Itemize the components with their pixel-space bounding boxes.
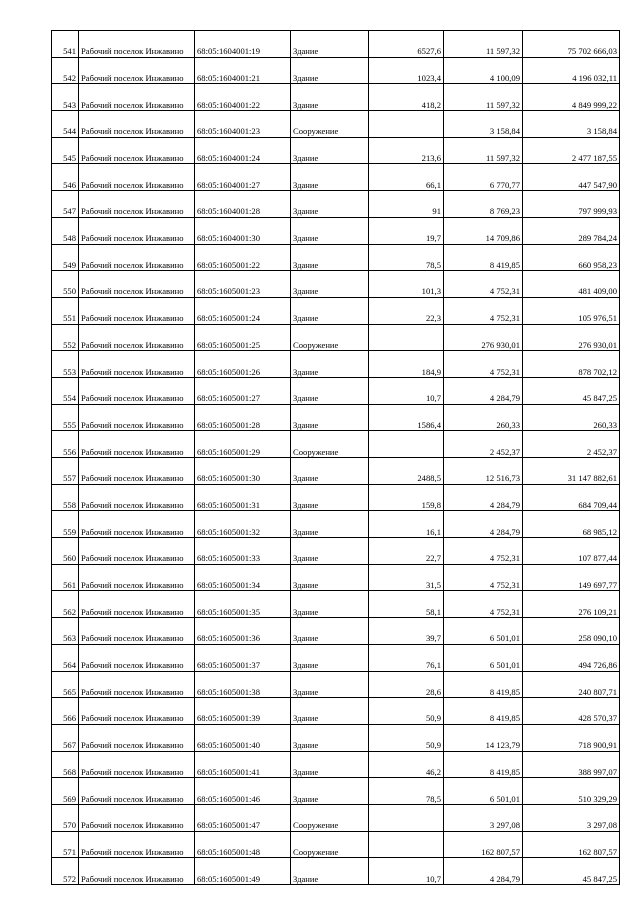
location-cell: Рабочий поселок Инжавино <box>79 191 195 218</box>
object-type-cell: Здание <box>291 244 369 271</box>
cadastral-value-cell: 878 702,12 <box>523 351 620 378</box>
location-cell: Рабочий поселок Инжавино <box>79 751 195 778</box>
row-number: 555 <box>52 404 79 431</box>
table-row <box>52 377 620 404</box>
cadastral-number-cell: 68:05:1605001:40 <box>195 724 291 751</box>
area-cell: 6527,6 <box>369 31 444 58</box>
specific-value-cell: 4 752,31 <box>444 271 523 298</box>
specific-value-cell: 11 597,32 <box>444 31 523 58</box>
location-cell: Рабочий поселок Инжавино <box>79 137 195 164</box>
specific-value-cell: 12 516,73 <box>444 458 523 485</box>
cadastral-value-cell: 276 109,21 <box>523 591 620 618</box>
location-cell: Рабочий поселок Инжавино <box>79 458 195 485</box>
area-cell <box>369 111 444 138</box>
row-number: 545 <box>52 137 79 164</box>
area-cell: 66,1 <box>369 164 444 191</box>
cadastral-value-cell: 388 997,07 <box>523 751 620 778</box>
location-cell: Рабочий поселок Инжавино <box>79 324 195 351</box>
object-type-cell: Сооружение <box>291 111 369 138</box>
object-type-cell: Здание <box>291 538 369 565</box>
cadastral-number-cell: 68:05:1605001:31 <box>195 484 291 511</box>
location-cell: Рабочий поселок Инжавино <box>79 671 195 698</box>
area-cell: 22,7 <box>369 538 444 565</box>
object-type-cell: Здание <box>291 164 369 191</box>
row-number: 565 <box>52 671 79 698</box>
specific-value-cell: 8 419,85 <box>444 751 523 778</box>
specific-value-cell: 4 752,31 <box>444 564 523 591</box>
cadastral-value-cell: 447 547,90 <box>523 164 620 191</box>
specific-value-cell: 4 752,31 <box>444 538 523 565</box>
location-cell: Рабочий поселок Инжавино <box>79 297 195 324</box>
location-cell: Рабочий поселок Инжавино <box>79 618 195 645</box>
cadastral-number-cell: 68:05:1605001:48 <box>195 831 291 858</box>
cadastral-value-cell: 3 297,08 <box>523 804 620 831</box>
row-number: 556 <box>52 431 79 458</box>
cadastral-number-cell: 68:05:1604001:24 <box>195 137 291 164</box>
location-cell: Рабочий поселок Инжавино <box>79 698 195 725</box>
row-number: 550 <box>52 271 79 298</box>
area-cell: 16,1 <box>369 511 444 538</box>
cadastral-value-cell: 2 477 187,55 <box>523 137 620 164</box>
location-cell: Рабочий поселок Инжавино <box>79 271 195 298</box>
specific-value-cell: 14 123,79 <box>444 724 523 751</box>
area-cell <box>369 831 444 858</box>
cadastral-value-cell: 4 849 999,22 <box>523 84 620 111</box>
cadastral-number-cell: 68:05:1605001:30 <box>195 458 291 485</box>
specific-value-cell: 276 930,01 <box>444 324 523 351</box>
cadastral-number-cell: 68:05:1605001:37 <box>195 644 291 671</box>
specific-value-cell: 4 284,79 <box>444 484 523 511</box>
object-type-cell: Здание <box>291 858 369 885</box>
specific-value-cell: 8 419,85 <box>444 698 523 725</box>
table-row <box>52 724 620 751</box>
specific-value-cell: 4 284,79 <box>444 377 523 404</box>
table-row <box>52 751 620 778</box>
area-cell: 50,9 <box>369 698 444 725</box>
specific-value-cell: 6 501,01 <box>444 618 523 645</box>
area-cell: 1586,4 <box>369 404 444 431</box>
specific-value-cell: 6 770,77 <box>444 164 523 191</box>
cadastral-number-cell: 68:05:1605001:49 <box>195 858 291 885</box>
table-row <box>52 431 620 458</box>
area-cell: 50,9 <box>369 724 444 751</box>
object-type-cell: Здание <box>291 751 369 778</box>
specific-value-cell: 14 709,86 <box>444 217 523 244</box>
cadastral-number-cell: 68:05:1604001:27 <box>195 164 291 191</box>
area-cell: 76,1 <box>369 644 444 671</box>
table-row <box>52 191 620 218</box>
row-number: 543 <box>52 84 79 111</box>
location-cell: Рабочий поселок Инжавино <box>79 724 195 751</box>
area-cell: 1023,4 <box>369 57 444 84</box>
row-number: 551 <box>52 297 79 324</box>
table-row <box>52 484 620 511</box>
cadastral-number-cell: 68:05:1605001:23 <box>195 271 291 298</box>
table-row <box>52 644 620 671</box>
area-cell <box>369 804 444 831</box>
object-type-cell: Здание <box>291 511 369 538</box>
table-row <box>52 324 620 351</box>
object-type-cell: Здание <box>291 698 369 725</box>
cadastral-number-cell: 68:05:1605001:47 <box>195 804 291 831</box>
specific-value-cell: 4 752,31 <box>444 351 523 378</box>
table-row <box>52 511 620 538</box>
cadastral-number-cell: 68:05:1605001:28 <box>195 404 291 431</box>
cadastral-value-cell: 428 570,37 <box>523 698 620 725</box>
location-cell: Рабочий поселок Инжавино <box>79 404 195 431</box>
cadastral-value-cell: 31 147 882,61 <box>523 458 620 485</box>
cadastral-number-cell: 68:05:1605001:46 <box>195 778 291 805</box>
object-type-cell: Здание <box>291 137 369 164</box>
table-row <box>52 57 620 84</box>
area-cell: 78,5 <box>369 244 444 271</box>
row-number: 570 <box>52 804 79 831</box>
row-number: 553 <box>52 351 79 378</box>
row-number: 554 <box>52 377 79 404</box>
cadastral-value-cell: 276 930,01 <box>523 324 620 351</box>
cadastral-value-cell: 289 784,24 <box>523 217 620 244</box>
area-cell: 78,5 <box>369 778 444 805</box>
table-row <box>52 591 620 618</box>
area-cell: 10,7 <box>369 858 444 885</box>
specific-value-cell: 3 158,84 <box>444 111 523 138</box>
cadastral-number-cell: 68:05:1605001:36 <box>195 618 291 645</box>
area-cell <box>369 431 444 458</box>
cadastral-number-cell: 68:05:1605001:35 <box>195 591 291 618</box>
cadastral-value-cell: 481 409,00 <box>523 271 620 298</box>
area-cell: 31,5 <box>369 564 444 591</box>
cadastral-value-cell: 260,33 <box>523 404 620 431</box>
cadastral-number-cell: 68:05:1605001:26 <box>195 351 291 378</box>
location-cell: Рабочий поселок Инжавино <box>79 244 195 271</box>
cadastral-value-cell: 2 452,37 <box>523 431 620 458</box>
cadastral-number-cell: 68:05:1605001:41 <box>195 751 291 778</box>
object-type-cell: Здание <box>291 724 369 751</box>
table-row <box>52 538 620 565</box>
table-row <box>52 618 620 645</box>
location-cell: Рабочий поселок Инжавино <box>79 57 195 84</box>
object-type-cell: Здание <box>291 271 369 298</box>
location-cell: Рабочий поселок Инжавино <box>79 217 195 244</box>
object-type-cell: Здание <box>291 217 369 244</box>
specific-value-cell: 4 284,79 <box>444 858 523 885</box>
object-type-cell: Сооружение <box>291 324 369 351</box>
location-cell: Рабочий поселок Инжавино <box>79 778 195 805</box>
row-number: 541 <box>52 31 79 58</box>
object-type-cell: Здание <box>291 57 369 84</box>
cadastral-value-cell: 797 999,93 <box>523 191 620 218</box>
location-cell: Рабочий поселок Инжавино <box>79 164 195 191</box>
cadastral-value-cell: 45 847,25 <box>523 858 620 885</box>
table-row <box>52 31 620 58</box>
area-cell: 10,7 <box>369 377 444 404</box>
location-cell: Рабочий поселок Инжавино <box>79 31 195 58</box>
table-row <box>52 84 620 111</box>
cadastral-value-cell: 75 702 666,03 <box>523 31 620 58</box>
specific-value-cell: 4 100,09 <box>444 57 523 84</box>
specific-value-cell: 162 807,57 <box>444 831 523 858</box>
table-row <box>52 297 620 324</box>
row-number: 563 <box>52 618 79 645</box>
row-number: 552 <box>52 324 79 351</box>
cadastral-number-cell: 68:05:1605001:39 <box>195 698 291 725</box>
location-cell: Рабочий поселок Инжавино <box>79 564 195 591</box>
row-number: 567 <box>52 724 79 751</box>
row-number: 548 <box>52 217 79 244</box>
cadastral-number-cell: 68:05:1605001:22 <box>195 244 291 271</box>
specific-value-cell: 6 501,01 <box>444 778 523 805</box>
location-cell: Рабочий поселок Инжавино <box>79 804 195 831</box>
location-cell: Рабочий поселок Инжавино <box>79 431 195 458</box>
table-row <box>52 671 620 698</box>
cadastral-value-cell: 45 847,25 <box>523 377 620 404</box>
specific-value-cell: 4 752,31 <box>444 591 523 618</box>
cadastral-number-cell: 68:05:1605001:27 <box>195 377 291 404</box>
object-type-cell: Здание <box>291 564 369 591</box>
table-row <box>52 458 620 485</box>
area-cell <box>369 324 444 351</box>
object-type-cell: Здание <box>291 31 369 58</box>
area-cell: 91 <box>369 191 444 218</box>
specific-value-cell: 6 501,01 <box>444 644 523 671</box>
row-number: 571 <box>52 831 79 858</box>
cadastral-value-cell: 3 158,84 <box>523 111 620 138</box>
object-type-cell: Здание <box>291 377 369 404</box>
area-cell: 22,3 <box>369 297 444 324</box>
table-row <box>52 778 620 805</box>
cadastral-number-cell: 68:05:1605001:25 <box>195 324 291 351</box>
row-number: 549 <box>52 244 79 271</box>
object-type-cell: Здание <box>291 297 369 324</box>
row-number: 557 <box>52 458 79 485</box>
cadastral-value-cell: 258 090,10 <box>523 618 620 645</box>
row-number: 561 <box>52 564 79 591</box>
table-row <box>52 404 620 431</box>
table-row <box>52 831 620 858</box>
cadastral-value-cell: 68 985,12 <box>523 511 620 538</box>
table-row <box>52 244 620 271</box>
table-row <box>52 217 620 244</box>
area-cell: 101,3 <box>369 271 444 298</box>
cadastral-number-cell: 68:05:1605001:24 <box>195 297 291 324</box>
object-type-cell: Здание <box>291 644 369 671</box>
area-cell: 2488,5 <box>369 458 444 485</box>
object-type-cell: Здание <box>291 671 369 698</box>
cadastral-number-cell: 68:05:1604001:30 <box>195 217 291 244</box>
row-number: 564 <box>52 644 79 671</box>
table-row <box>52 271 620 298</box>
specific-value-cell: 8 419,85 <box>444 244 523 271</box>
specific-value-cell: 8 419,85 <box>444 671 523 698</box>
location-cell: Рабочий поселок Инжавино <box>79 351 195 378</box>
object-type-cell: Здание <box>291 778 369 805</box>
cadastral-value-cell: 718 900,91 <box>523 724 620 751</box>
specific-value-cell: 4 752,31 <box>444 297 523 324</box>
table-row <box>52 111 620 138</box>
cadastral-number-cell: 68:05:1605001:34 <box>195 564 291 591</box>
area-cell: 19,7 <box>369 217 444 244</box>
object-type-cell: Здание <box>291 84 369 111</box>
specific-value-cell: 8 769,23 <box>444 191 523 218</box>
specific-value-cell: 260,33 <box>444 404 523 431</box>
row-number: 560 <box>52 538 79 565</box>
table-row <box>52 858 620 885</box>
row-number: 566 <box>52 698 79 725</box>
row-number: 569 <box>52 778 79 805</box>
area-cell: 184,9 <box>369 351 444 378</box>
location-cell: Рабочий поселок Инжавино <box>79 111 195 138</box>
area-cell: 159,8 <box>369 484 444 511</box>
location-cell: Рабочий поселок Инжавино <box>79 377 195 404</box>
cadastral-number-cell: 68:05:1604001:23 <box>195 111 291 138</box>
table-row <box>52 564 620 591</box>
cadastral-value-cell: 510 329,29 <box>523 778 620 805</box>
area-cell: 213,6 <box>369 137 444 164</box>
row-number: 547 <box>52 191 79 218</box>
row-number: 562 <box>52 591 79 618</box>
cadastral-value-cell: 660 958,23 <box>523 244 620 271</box>
row-number: 558 <box>52 484 79 511</box>
row-number: 544 <box>52 111 79 138</box>
cadastral-number-cell: 68:05:1605001:33 <box>195 538 291 565</box>
area-cell: 28,6 <box>369 671 444 698</box>
table-row <box>52 804 620 831</box>
cadastral-number-cell: 68:05:1604001:28 <box>195 191 291 218</box>
area-cell: 46,2 <box>369 751 444 778</box>
object-type-cell: Здание <box>291 458 369 485</box>
specific-value-cell: 4 284,79 <box>444 511 523 538</box>
cadastral-number-cell: 68:05:1605001:29 <box>195 431 291 458</box>
location-cell: Рабочий поселок Инжавино <box>79 484 195 511</box>
object-type-cell: Здание <box>291 591 369 618</box>
row-number: 572 <box>52 858 79 885</box>
cadastral-value-cell: 149 697,77 <box>523 564 620 591</box>
cadastral-number-cell: 68:05:1605001:32 <box>195 511 291 538</box>
area-cell: 39,7 <box>369 618 444 645</box>
cadastral-value-cell: 105 976,51 <box>523 297 620 324</box>
object-type-cell: Здание <box>291 618 369 645</box>
row-number: 546 <box>52 164 79 191</box>
object-type-cell: Сооружение <box>291 804 369 831</box>
table-row <box>52 164 620 191</box>
table-row <box>52 698 620 725</box>
table-row <box>52 351 620 378</box>
cadastral-value-cell: 494 726,86 <box>523 644 620 671</box>
area-cell: 58,1 <box>369 591 444 618</box>
specific-value-cell: 2 452,37 <box>444 431 523 458</box>
specific-value-cell: 3 297,08 <box>444 804 523 831</box>
specific-value-cell: 11 597,32 <box>444 137 523 164</box>
cadastral-number-cell: 68:05:1605001:38 <box>195 671 291 698</box>
cadastral-value-table <box>51 30 620 885</box>
location-cell: Рабочий поселок Инжавино <box>79 591 195 618</box>
cadastral-value-cell: 684 709,44 <box>523 484 620 511</box>
row-number: 559 <box>52 511 79 538</box>
location-cell: Рабочий поселок Инжавино <box>79 538 195 565</box>
location-cell: Рабочий поселок Инжавино <box>79 858 195 885</box>
location-cell: Рабочий поселок Инжавино <box>79 831 195 858</box>
cadastral-number-cell: 68:05:1604001:21 <box>195 57 291 84</box>
object-type-cell: Здание <box>291 191 369 218</box>
object-type-cell: Здание <box>291 351 369 378</box>
cadastral-value-cell: 107 877,44 <box>523 538 620 565</box>
row-number: 568 <box>52 751 79 778</box>
object-type-cell: Сооружение <box>291 831 369 858</box>
specific-value-cell: 11 597,32 <box>444 84 523 111</box>
object-type-cell: Здание <box>291 404 369 431</box>
location-cell: Рабочий поселок Инжавино <box>79 511 195 538</box>
area-cell: 418,2 <box>369 84 444 111</box>
table-row <box>52 137 620 164</box>
cadastral-value-cell: 4 196 032,11 <box>523 57 620 84</box>
row-number: 542 <box>52 57 79 84</box>
object-type-cell: Сооружение <box>291 431 369 458</box>
cadastral-value-cell: 240 807,71 <box>523 671 620 698</box>
cadastral-value-cell: 162 807,57 <box>523 831 620 858</box>
cadastral-number-cell: 68:05:1604001:22 <box>195 84 291 111</box>
object-type-cell: Здание <box>291 484 369 511</box>
location-cell: Рабочий поселок Инжавино <box>79 644 195 671</box>
cadastral-number-cell: 68:05:1604001:19 <box>195 31 291 58</box>
location-cell: Рабочий поселок Инжавино <box>79 84 195 111</box>
